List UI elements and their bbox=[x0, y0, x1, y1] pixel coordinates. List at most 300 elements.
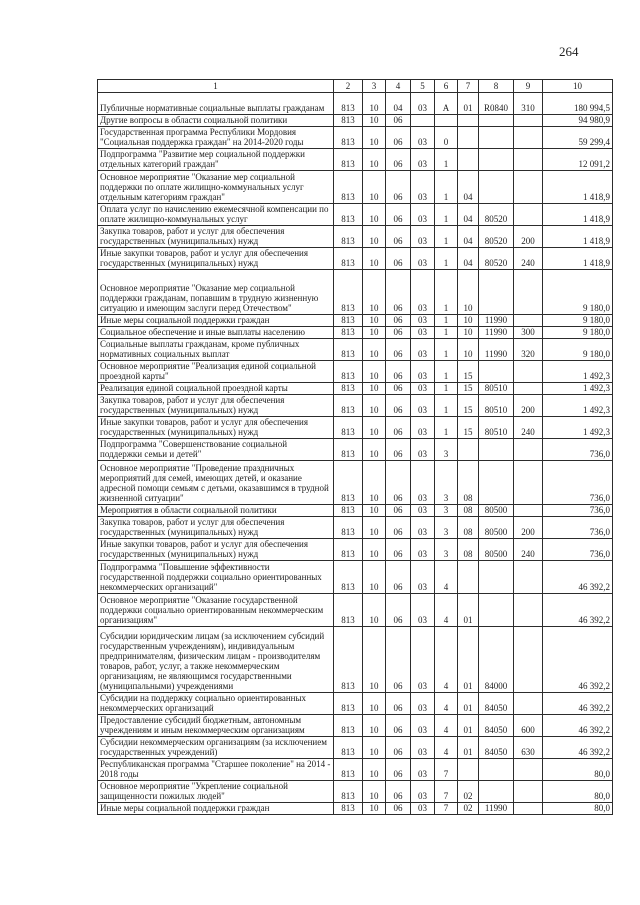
cell-direction bbox=[479, 270, 514, 315]
cell-direction: 80510 bbox=[479, 383, 514, 395]
table-row bbox=[98, 339, 613, 361]
cell-chapter: 813 bbox=[334, 149, 363, 171]
cell-amount: 1 492,3 bbox=[543, 383, 613, 395]
cell-expense-type bbox=[514, 759, 543, 781]
cell-program: 03 bbox=[411, 383, 435, 395]
cell-subprogram: 1 bbox=[435, 315, 458, 327]
cell-section: 10 bbox=[363, 539, 386, 561]
table-row bbox=[98, 127, 613, 149]
cell-subprogram: 1 bbox=[435, 149, 458, 171]
column-header: 7 bbox=[458, 80, 479, 93]
cell-section: 10 bbox=[363, 171, 386, 204]
cell-expense-type bbox=[514, 693, 543, 715]
cell-expense-type bbox=[514, 171, 543, 204]
cell-subsection: 06 bbox=[386, 461, 411, 505]
row-name: Закупка товаров, работ и услуг для обеспечения государственных (муниципальных) нужд bbox=[98, 517, 334, 539]
cell-subsection: 06 bbox=[386, 395, 411, 417]
cell-main-event: 10 bbox=[458, 327, 479, 339]
cell-program: 03 bbox=[411, 315, 435, 327]
row-name: Мероприятия в области социальной политики bbox=[98, 505, 334, 517]
cell-expense-type: 310 bbox=[514, 93, 543, 115]
row-name: Социальное обеспечение и иные выплаты населению bbox=[98, 327, 334, 339]
cell-section: 10 bbox=[363, 461, 386, 505]
cell-amount: 180 994,5 bbox=[543, 93, 613, 115]
cell-subsection: 06 bbox=[386, 171, 411, 204]
cell-chapter: 813 bbox=[334, 461, 363, 505]
cell-amount: 1 418,9 bbox=[543, 226, 613, 248]
table-row bbox=[98, 361, 613, 383]
cell-program: 03 bbox=[411, 759, 435, 781]
cell-chapter: 813 bbox=[334, 127, 363, 149]
cell-main-event: 04 bbox=[458, 226, 479, 248]
cell-subsection: 06 bbox=[386, 517, 411, 539]
cell-subprogram: 1 bbox=[435, 270, 458, 315]
cell-amount: 9 180,0 bbox=[543, 339, 613, 361]
cell-section: 10 bbox=[363, 693, 386, 715]
cell-main-event: 01 bbox=[458, 93, 479, 115]
cell-chapter: 813 bbox=[334, 417, 363, 439]
cell-section: 10 bbox=[363, 270, 386, 315]
cell-direction: 11990 bbox=[479, 315, 514, 327]
cell-direction: 80500 bbox=[479, 517, 514, 539]
cell-amount: 59 299,4 bbox=[543, 127, 613, 149]
cell-chapter: 813 bbox=[334, 693, 363, 715]
cell-expense-type: 240 bbox=[514, 417, 543, 439]
cell-expense-type: 240 bbox=[514, 539, 543, 561]
cell-expense-type bbox=[514, 461, 543, 505]
cell-main-event: 04 bbox=[458, 204, 479, 226]
row-name: Иные меры социальной поддержки граждан bbox=[98, 315, 334, 327]
cell-program: 03 bbox=[411, 461, 435, 505]
cell-amount: 80,0 bbox=[543, 781, 613, 803]
cell-chapter: 813 bbox=[334, 327, 363, 339]
cell-subprogram: 4 bbox=[435, 627, 458, 693]
column-header: 10 bbox=[543, 80, 613, 93]
cell-chapter: 813 bbox=[334, 339, 363, 361]
cell-chapter: 813 bbox=[334, 204, 363, 226]
cell-direction: 80520 bbox=[479, 226, 514, 248]
cell-main-event: 15 bbox=[458, 361, 479, 383]
cell-chapter: 813 bbox=[334, 539, 363, 561]
row-name: Иные закупки товаров, работ и услуг для обеспечения государственных (муниципальных) нужд bbox=[98, 248, 334, 270]
cell-expense-type: 320 bbox=[514, 339, 543, 361]
cell-program: 03 bbox=[411, 395, 435, 417]
cell-subprogram: 1 bbox=[435, 226, 458, 248]
cell-amount: 80,0 bbox=[543, 803, 613, 815]
cell-subsection: 06 bbox=[386, 627, 411, 693]
cell-expense-type: 240 bbox=[514, 248, 543, 270]
row-name: Социальные выплаты гражданам, кроме публичных нормативных социальных выплат bbox=[98, 339, 334, 361]
cell-main-event bbox=[458, 115, 479, 127]
cell-main-event bbox=[458, 759, 479, 781]
cell-direction bbox=[479, 171, 514, 204]
cell-subsection: 06 bbox=[386, 715, 411, 737]
cell-section: 10 bbox=[363, 803, 386, 815]
cell-amount: 46 392,2 bbox=[543, 737, 613, 759]
column-number-row bbox=[98, 80, 613, 93]
cell-direction: 80520 bbox=[479, 204, 514, 226]
table-row bbox=[98, 781, 613, 803]
cell-subprogram: 1 bbox=[435, 248, 458, 270]
column-header: 4 bbox=[386, 80, 411, 93]
cell-program: 03 bbox=[411, 270, 435, 315]
cell-amount: 1 418,9 bbox=[543, 204, 613, 226]
cell-expense-type bbox=[514, 627, 543, 693]
row-name: Республиканская программа "Старшее поколение" на 2014 - 2018 годы bbox=[98, 759, 334, 781]
table-row bbox=[98, 439, 613, 461]
cell-section: 10 bbox=[363, 383, 386, 395]
cell-chapter: 813 bbox=[334, 361, 363, 383]
cell-program: 03 bbox=[411, 505, 435, 517]
cell-direction bbox=[479, 594, 514, 627]
cell-direction bbox=[479, 115, 514, 127]
cell-section: 10 bbox=[363, 417, 386, 439]
cell-amount: 94 980,9 bbox=[543, 115, 613, 127]
cell-subsection: 06 bbox=[386, 417, 411, 439]
cell-section: 10 bbox=[363, 781, 386, 803]
cell-main-event bbox=[458, 439, 479, 461]
cell-subsection: 06 bbox=[386, 270, 411, 315]
table-row bbox=[98, 149, 613, 171]
cell-amount: 9 180,0 bbox=[543, 315, 613, 327]
cell-expense-type: 200 bbox=[514, 395, 543, 417]
cell-section: 10 bbox=[363, 127, 386, 149]
cell-main-event bbox=[458, 561, 479, 594]
cell-subsection: 06 bbox=[386, 803, 411, 815]
cell-chapter: 813 bbox=[334, 517, 363, 539]
cell-direction: 80500 bbox=[479, 505, 514, 517]
row-name: Основное мероприятие "Проведение праздничных мероприятий для семей, имеющих детей, и оказание адресной помощи семьям с детьми, оказавшимся в трудной жизненной ситуации" bbox=[98, 461, 334, 505]
cell-subprogram: 3 bbox=[435, 461, 458, 505]
table-row bbox=[98, 715, 613, 737]
cell-expense-type bbox=[514, 383, 543, 395]
cell-expense-type: 600 bbox=[514, 715, 543, 737]
cell-expense-type bbox=[514, 127, 543, 149]
cell-subsection: 06 bbox=[386, 248, 411, 270]
table-row bbox=[98, 417, 613, 439]
table-row bbox=[98, 539, 613, 561]
cell-subprogram: 1 bbox=[435, 361, 458, 383]
cell-main-event: 04 bbox=[458, 248, 479, 270]
cell-expense-type bbox=[514, 781, 543, 803]
cell-subprogram: 4 bbox=[435, 715, 458, 737]
row-name: Подпрограмма "Развитие мер социальной поддержки отдельных категорий граждан" bbox=[98, 149, 334, 171]
cell-section: 10 bbox=[363, 395, 386, 417]
cell-chapter: 813 bbox=[334, 561, 363, 594]
cell-direction: 84050 bbox=[479, 693, 514, 715]
cell-subprogram: 1 bbox=[435, 395, 458, 417]
cell-chapter: 813 bbox=[334, 627, 363, 693]
cell-amount: 9 180,0 bbox=[543, 327, 613, 339]
cell-main-event: 01 bbox=[458, 715, 479, 737]
cell-subprogram: 4 bbox=[435, 561, 458, 594]
cell-direction bbox=[479, 127, 514, 149]
row-name: Основное мероприятие "Оказание государственной поддержки социально ориентированным некоммерческим организациям" bbox=[98, 594, 334, 627]
table-row bbox=[98, 115, 613, 127]
cell-subsection: 06 bbox=[386, 594, 411, 627]
cell-section: 10 bbox=[363, 248, 386, 270]
cell-expense-type bbox=[514, 561, 543, 594]
cell-section: 10 bbox=[363, 561, 386, 594]
cell-subprogram: 4 bbox=[435, 693, 458, 715]
cell-main-event: 01 bbox=[458, 693, 479, 715]
cell-program: 03 bbox=[411, 248, 435, 270]
cell-subprogram: 3 bbox=[435, 439, 458, 461]
column-header: 6 bbox=[435, 80, 458, 93]
cell-direction bbox=[479, 561, 514, 594]
cell-direction: 84000 bbox=[479, 627, 514, 693]
cell-direction: 84050 bbox=[479, 715, 514, 737]
cell-section: 10 bbox=[363, 439, 386, 461]
cell-expense-type bbox=[514, 439, 543, 461]
cell-expense-type: 300 bbox=[514, 327, 543, 339]
cell-program: 03 bbox=[411, 226, 435, 248]
cell-chapter: 813 bbox=[334, 715, 363, 737]
table-row bbox=[98, 693, 613, 715]
cell-direction: 11990 bbox=[479, 327, 514, 339]
cell-program: 03 bbox=[411, 149, 435, 171]
cell-program: 03 bbox=[411, 127, 435, 149]
cell-program: 03 bbox=[411, 781, 435, 803]
cell-expense-type: 200 bbox=[514, 226, 543, 248]
row-name: Основное мероприятие "Реализация единой социальной проездной карты" bbox=[98, 361, 334, 383]
cell-subsection: 06 bbox=[386, 315, 411, 327]
cell-subsection: 06 bbox=[386, 149, 411, 171]
cell-main-event: 10 bbox=[458, 270, 479, 315]
cell-program: 03 bbox=[411, 594, 435, 627]
cell-section: 10 bbox=[363, 517, 386, 539]
table-row bbox=[98, 93, 613, 115]
cell-amount: 736,0 bbox=[543, 539, 613, 561]
column-header: 5 bbox=[411, 80, 435, 93]
cell-chapter: 813 bbox=[334, 226, 363, 248]
table-row bbox=[98, 395, 613, 417]
cell-subprogram: 1 bbox=[435, 339, 458, 361]
budget-table-body bbox=[98, 80, 613, 815]
cell-section: 10 bbox=[363, 327, 386, 339]
cell-amount: 9 180,0 bbox=[543, 270, 613, 315]
row-name: Основное мероприятие "Оказание мер социальной поддержки гражданам, попавшим в трудную жизненную ситуацию и имеющим заслуги перед Отечеством" bbox=[98, 270, 334, 315]
cell-main-event: 10 bbox=[458, 339, 479, 361]
cell-main-event: 08 bbox=[458, 505, 479, 517]
cell-subsection: 06 bbox=[386, 759, 411, 781]
cell-subprogram: 3 bbox=[435, 539, 458, 561]
cell-main-event: 08 bbox=[458, 539, 479, 561]
cell-chapter: 813 bbox=[334, 439, 363, 461]
table-row bbox=[98, 627, 613, 693]
cell-main-event: 15 bbox=[458, 383, 479, 395]
cell-subprogram: 3 bbox=[435, 517, 458, 539]
cell-amount: 1 492,3 bbox=[543, 361, 613, 383]
cell-section: 10 bbox=[363, 715, 386, 737]
cell-chapter: 813 bbox=[334, 270, 363, 315]
row-name: Иные закупки товаров, работ и услуг для обеспечения государственных (муниципальных) нужд bbox=[98, 417, 334, 439]
cell-expense-type bbox=[514, 361, 543, 383]
cell-program: 03 bbox=[411, 715, 435, 737]
cell-subsection: 06 bbox=[386, 505, 411, 517]
row-name: Публичные нормативные социальные выплаты гражданам bbox=[98, 93, 334, 115]
column-header: 9 bbox=[514, 80, 543, 93]
cell-chapter: 813 bbox=[334, 171, 363, 204]
cell-amount: 46 392,2 bbox=[543, 594, 613, 627]
cell-program: 03 bbox=[411, 417, 435, 439]
column-header: 8 bbox=[479, 80, 514, 93]
cell-main-event: 15 bbox=[458, 395, 479, 417]
cell-expense-type bbox=[514, 315, 543, 327]
table-row bbox=[98, 270, 613, 315]
cell-section: 10 bbox=[363, 505, 386, 517]
cell-subprogram: 0 bbox=[435, 127, 458, 149]
cell-main-event: 02 bbox=[458, 803, 479, 815]
cell-direction: 84050 bbox=[479, 737, 514, 759]
cell-chapter: 813 bbox=[334, 505, 363, 517]
cell-subsection: 06 bbox=[386, 127, 411, 149]
cell-amount: 1 492,3 bbox=[543, 417, 613, 439]
row-name: Другие вопросы в области социальной политики bbox=[98, 115, 334, 127]
cell-amount: 736,0 bbox=[543, 439, 613, 461]
cell-main-event bbox=[458, 149, 479, 171]
cell-subsection: 06 bbox=[386, 204, 411, 226]
page-number: 264 bbox=[559, 44, 579, 59]
cell-subprogram: 1 bbox=[435, 204, 458, 226]
cell-subprogram: 3 bbox=[435, 505, 458, 517]
row-name: Закупка товаров, работ и услуг для обеспечения государственных (муниципальных) нужд bbox=[98, 226, 334, 248]
cell-program: 03 bbox=[411, 327, 435, 339]
cell-expense-type: 200 bbox=[514, 517, 543, 539]
cell-program: 03 bbox=[411, 803, 435, 815]
cell-section: 10 bbox=[363, 149, 386, 171]
cell-subprogram: 1 bbox=[435, 327, 458, 339]
table-row bbox=[98, 517, 613, 539]
table-row bbox=[98, 759, 613, 781]
cell-subsection: 06 bbox=[386, 781, 411, 803]
cell-chapter: 813 bbox=[334, 115, 363, 127]
cell-main-event: 02 bbox=[458, 781, 479, 803]
table-row bbox=[98, 803, 613, 815]
column-header: 3 bbox=[363, 80, 386, 93]
cell-chapter: 813 bbox=[334, 594, 363, 627]
cell-section: 10 bbox=[363, 737, 386, 759]
cell-expense-type: 630 bbox=[514, 737, 543, 759]
cell-chapter: 813 bbox=[334, 781, 363, 803]
cell-subsection: 06 bbox=[386, 737, 411, 759]
cell-section: 10 bbox=[363, 115, 386, 127]
cell-main-event: 08 bbox=[458, 517, 479, 539]
cell-amount: 1 418,9 bbox=[543, 248, 613, 270]
cell-direction bbox=[479, 149, 514, 171]
table-row bbox=[98, 226, 613, 248]
cell-subprogram: 7 bbox=[435, 781, 458, 803]
cell-program: 03 bbox=[411, 204, 435, 226]
cell-main-event: 15 bbox=[458, 417, 479, 439]
cell-chapter: 813 bbox=[334, 315, 363, 327]
table-row bbox=[98, 505, 613, 517]
table-row bbox=[98, 594, 613, 627]
cell-subsection: 04 bbox=[386, 93, 411, 115]
cell-direction bbox=[479, 361, 514, 383]
row-name: Субсидии некоммерческим организациям (за исключением государственных учреждений) bbox=[98, 737, 334, 759]
cell-amount: 46 392,2 bbox=[543, 693, 613, 715]
cell-subprogram: 7 bbox=[435, 759, 458, 781]
cell-amount: 1 492,3 bbox=[543, 395, 613, 417]
cell-section: 10 bbox=[363, 627, 386, 693]
cell-direction: R0840 bbox=[479, 93, 514, 115]
cell-program: 03 bbox=[411, 693, 435, 715]
budget-table bbox=[97, 79, 613, 815]
cell-direction bbox=[479, 439, 514, 461]
cell-program: 03 bbox=[411, 339, 435, 361]
cell-subprogram: 4 bbox=[435, 737, 458, 759]
cell-chapter: 813 bbox=[334, 383, 363, 395]
cell-subsection: 06 bbox=[386, 115, 411, 127]
cell-section: 10 bbox=[363, 759, 386, 781]
row-name: Субсидии на поддержку социально ориентированных некоммерческих организаций bbox=[98, 693, 334, 715]
cell-section: 10 bbox=[363, 226, 386, 248]
cell-main-event: 04 bbox=[458, 171, 479, 204]
cell-subsection: 06 bbox=[386, 361, 411, 383]
cell-subprogram bbox=[435, 115, 458, 127]
cell-direction bbox=[479, 781, 514, 803]
table-row bbox=[98, 248, 613, 270]
cell-amount: 46 392,2 bbox=[543, 627, 613, 693]
cell-main-event: 10 bbox=[458, 315, 479, 327]
cell-chapter: 813 bbox=[334, 93, 363, 115]
row-name: Основное мероприятие "Оказание мер социальной поддержки по оплате жилищно-коммунальных услуг отдельным категориям граждан" bbox=[98, 171, 334, 204]
table-row bbox=[98, 383, 613, 395]
cell-expense-type bbox=[514, 803, 543, 815]
cell-chapter: 813 bbox=[334, 803, 363, 815]
cell-section: 10 bbox=[363, 93, 386, 115]
column-header: 2 bbox=[334, 80, 363, 93]
cell-amount: 1 418,9 bbox=[543, 171, 613, 204]
row-name: Предоставление субсидий бюджетным, автономным учреждениям и иным некоммерческим организациям bbox=[98, 715, 334, 737]
cell-direction bbox=[479, 759, 514, 781]
cell-program: 03 bbox=[411, 517, 435, 539]
cell-direction: 80500 bbox=[479, 539, 514, 561]
table-row bbox=[98, 561, 613, 594]
cell-subsection: 06 bbox=[386, 439, 411, 461]
row-name: Основное мероприятие "Укрепление социальной защищенности пожилых людей" bbox=[98, 781, 334, 803]
cell-section: 10 bbox=[363, 594, 386, 627]
cell-amount: 736,0 bbox=[543, 461, 613, 505]
cell-program: 03 bbox=[411, 737, 435, 759]
cell-program: 03 bbox=[411, 439, 435, 461]
cell-direction: 80520 bbox=[479, 248, 514, 270]
cell-direction: 11990 bbox=[479, 339, 514, 361]
table-row bbox=[98, 171, 613, 204]
cell-subsection: 06 bbox=[386, 561, 411, 594]
cell-main-event: 01 bbox=[458, 627, 479, 693]
row-name: Реализация единой социальной проездной карты bbox=[98, 383, 334, 395]
cell-program bbox=[411, 115, 435, 127]
cell-subprogram: 7 bbox=[435, 803, 458, 815]
cell-program: 03 bbox=[411, 539, 435, 561]
cell-chapter: 813 bbox=[334, 248, 363, 270]
cell-main-event bbox=[458, 127, 479, 149]
cell-expense-type bbox=[514, 149, 543, 171]
cell-subprogram: А bbox=[435, 93, 458, 115]
cell-direction: 11990 bbox=[479, 803, 514, 815]
table-row bbox=[98, 327, 613, 339]
cell-direction: 80510 bbox=[479, 395, 514, 417]
table-row bbox=[98, 737, 613, 759]
cell-program: 03 bbox=[411, 561, 435, 594]
cell-amount: 46 392,2 bbox=[543, 715, 613, 737]
cell-subprogram: 1 bbox=[435, 417, 458, 439]
cell-expense-type bbox=[514, 505, 543, 517]
cell-chapter: 813 bbox=[334, 395, 363, 417]
cell-main-event: 01 bbox=[458, 594, 479, 627]
